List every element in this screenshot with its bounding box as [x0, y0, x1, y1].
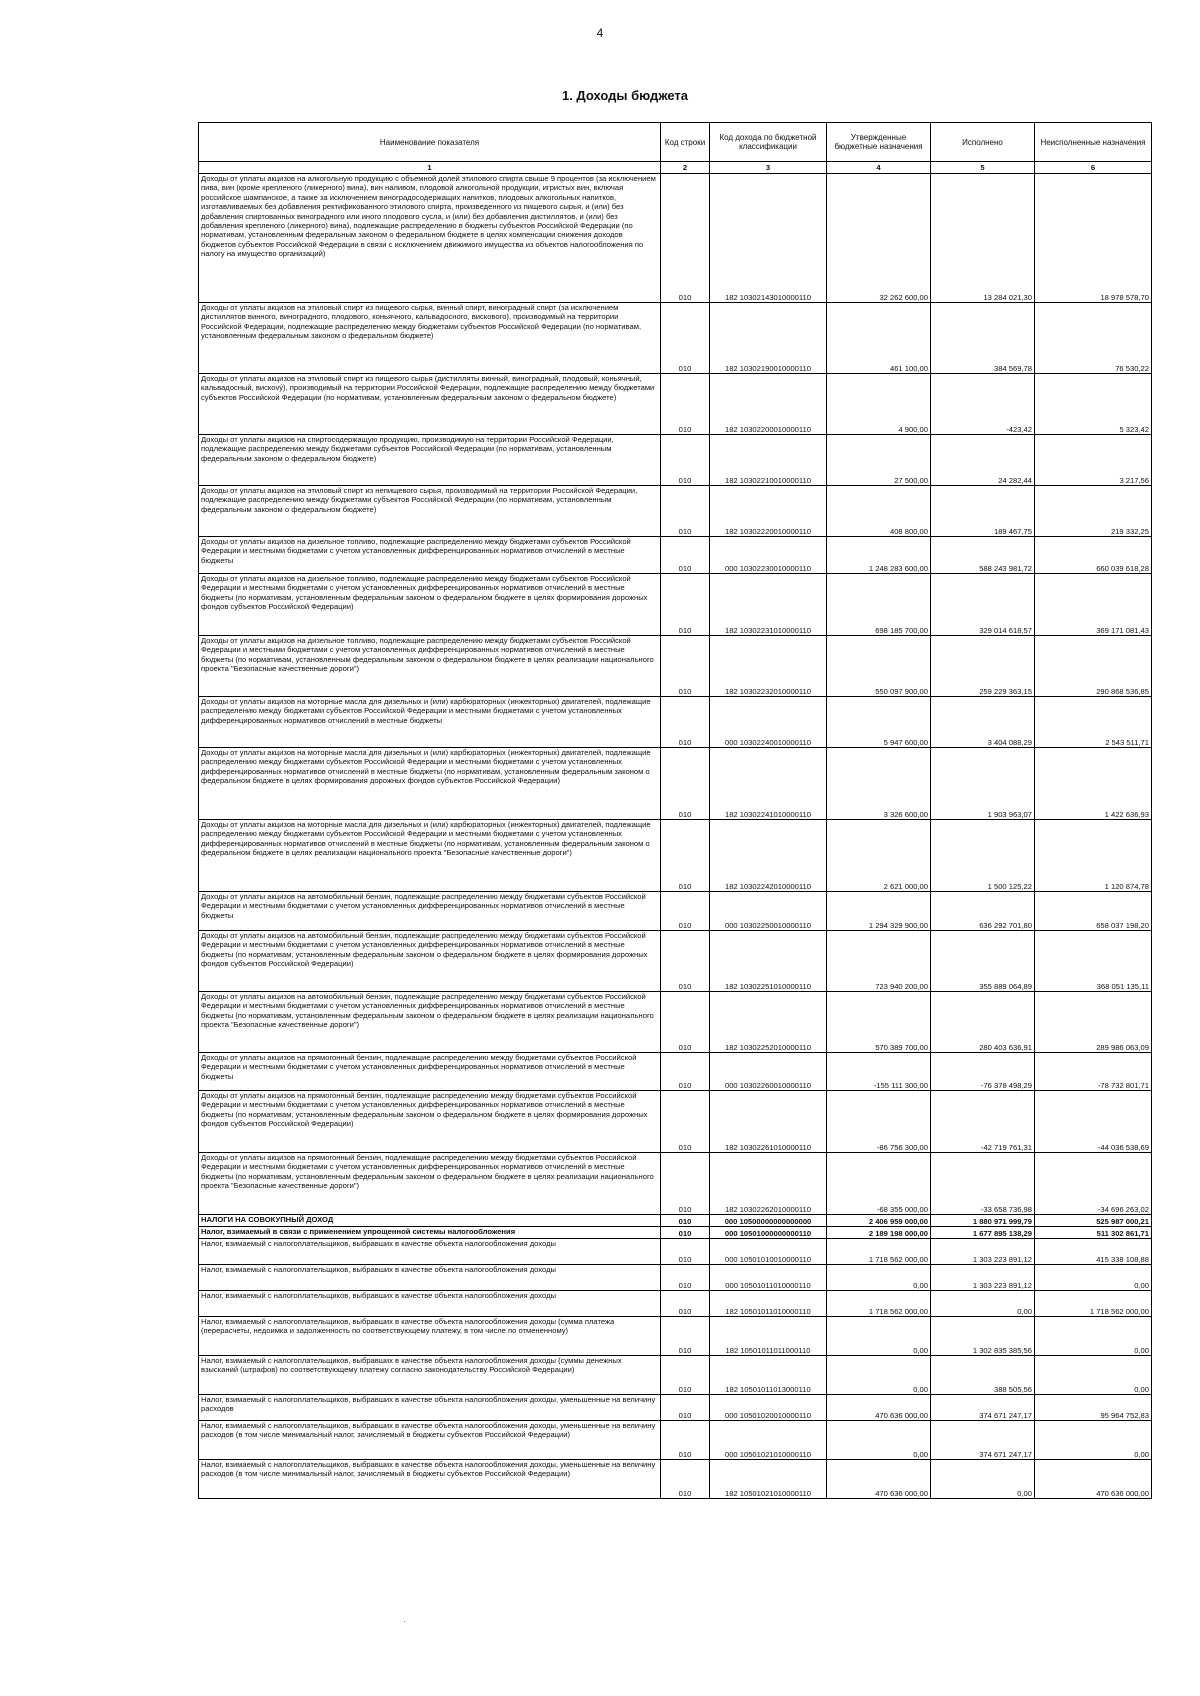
row-name: Доходы от уплаты акцизов на алкогольную продукцию с объемной долей этилового спирта свыше 9 процентов (за исключением пива, вин (кроме крепленого (ликерного) вина), вин наливом, плодовой алкогольной продукции, игристых вин, включая российское шампанское, а также за исключением виноградосодержащих напитков, плодовых алкогольных напитков, изготавливаемых без добавления ректификованного этилового спирта, произведенного из пищевого сырья, и (или) без добавления спиртованных виноградного или иного плодового сусла, и (или) без добавления дистиллятов, и (или) без добавления крепленого (ликерного) вина), подлежащие распределению в бюджеты субъектов Российской Федерации (по нормативам, установленным федеральным законом о федеральном бюджете в целях компенсации снижения доходов бюджетов субъектов Российской Федерации в связи с исключением движимого имущества из объектов налогообложения по налогу на имущество организаций) — [199, 174, 661, 303]
row-code: 010 — [661, 435, 710, 486]
row-kbk: 182 10302252010000110 — [710, 992, 827, 1053]
row-unexecuted: 18 978 578,70 — [1035, 174, 1152, 303]
row-code: 010 — [661, 1053, 710, 1091]
row-approved: 0,00 — [827, 1421, 931, 1460]
row-approved: 723 940 200,00 — [827, 931, 931, 992]
table-row — [199, 574, 1152, 636]
row-unexecuted: 95 964 752,83 — [1035, 1395, 1152, 1421]
column-number: 2 — [661, 162, 710, 174]
column-number: 6 — [1035, 162, 1152, 174]
table-row — [199, 636, 1152, 697]
row-executed: -33 658 736,98 — [931, 1153, 1035, 1215]
row-kbk: 182 10302143010000110 — [710, 174, 827, 303]
row-unexecuted: 658 037 198,20 — [1035, 892, 1152, 931]
table-row — [199, 174, 1152, 303]
row-kbk: 182 10501021010000110 — [710, 1460, 827, 1499]
row-name: Налог, взимаемый с налогоплательщиков, выбравших в качестве объекта налогообложения доходы, уменьшенные на величину расходов (в том числе минимальный налог, зачисляемый в бюджеты субъектов Российской Федерации) — [199, 1421, 661, 1460]
row-kbk: 000 10302230010000110 — [710, 537, 827, 574]
table-row — [199, 435, 1152, 486]
table-row — [199, 1265, 1152, 1291]
table-row — [199, 931, 1152, 992]
row-kbk: 000 10501011010000110 — [710, 1265, 827, 1291]
row-executed: 374 671 247,17 — [931, 1421, 1035, 1460]
row-name: Налог, взимаемый с налогоплательщиков, выбравших в качестве объекта налогообложения доходы (суммы денежных взысканий (штрафов) по соответствующему платежу согласно законодательству Российской Федерации) — [199, 1356, 661, 1395]
row-name: Доходы от уплаты акцизов на моторные масла для дизельных и (или) карбюраторных (инжекторных) двигателей, подлежащие распределению между бюджетами субъектов Российской Федерации и местными бюджетами с учетом установленных дифференцированных нормативов отчислений в местные бюджеты — [199, 697, 661, 748]
row-unexecuted: 0,00 — [1035, 1421, 1152, 1460]
row-approved: 32 262 600,00 — [827, 174, 931, 303]
row-executed: 280 403 636,91 — [931, 992, 1035, 1053]
row-unexecuted: 219 332,25 — [1035, 486, 1152, 537]
row-name: Доходы от уплаты акцизов на дизельное топливо, подлежащие распределению между бюджетами субъектов Российской Федерации и местными бюджетами с учетом установленных дифференцированных нормативов отчислений в местные бюджеты (по нормативам, установленным федеральным законом о федеральном бюджете в целях реализации национального проекта "Безопасные качественные дороги") — [199, 636, 661, 697]
row-kbk: 000 10501010010000110 — [710, 1239, 827, 1265]
row-unexecuted: 76 530,22 — [1035, 303, 1152, 374]
row-approved: 3 326 600,00 — [827, 748, 931, 820]
row-name: НАЛОГИ НА СОВОКУПНЫЙ ДОХОД — [199, 1215, 661, 1227]
column-numbers-row — [199, 162, 1152, 174]
table-row — [199, 892, 1152, 931]
row-name: Доходы от уплаты акцизов на моторные масла для дизельных и (или) карбюраторных (инжекторных) двигателей, подлежащие распределению между бюджетами субъектов Российской Федерации и местными бюджетами с учетом установленных дифференцированных нормативов отчислений в местные бюджеты (по нормативам, установленным федеральным законом о федеральном бюджете в целях формирования дорожных фондов субъектов Российской Федерации) — [199, 748, 661, 820]
row-approved: 2 189 198 000,00 — [827, 1227, 931, 1239]
header-kbk: Код дохода по бюджетной классификации — [710, 123, 827, 162]
table-row — [199, 537, 1152, 574]
row-executed: 1 302 835 385,56 — [931, 1317, 1035, 1356]
row-executed: 24 282,44 — [931, 435, 1035, 486]
row-approved: 1 718 562 000,00 — [827, 1291, 931, 1317]
row-approved: 4 900,00 — [827, 374, 931, 435]
row-unexecuted: 2 543 511,71 — [1035, 697, 1152, 748]
row-executed: 1 880 971 999,79 — [931, 1215, 1035, 1227]
row-kbk: 000 10302260010000110 — [710, 1053, 827, 1091]
row-unexecuted: 1 422 636,93 — [1035, 748, 1152, 820]
row-name: Налог, взимаемый с налогоплательщиков, выбравших в качестве объекта налогообложения доходы (сумма платежа (перерасчеты, недоимка и задолженность по соответствующему платежу, в том числе по отмененному) — [199, 1317, 661, 1356]
row-unexecuted: 289 986 063,09 — [1035, 992, 1152, 1053]
row-name: Доходы от уплаты акцизов на спиртосодержащую продукцию, производимую на территории Российской Федерации, подлежащие распределению между бюджетами субъектов Российской Федерации (по нормативам, установленным федеральным законом о федеральном бюджете) — [199, 435, 661, 486]
row-unexecuted: 1 120 874,78 — [1035, 820, 1152, 892]
row-name: Налог, взимаемый с налогоплательщиков, выбравших в качестве объекта налогообложения доходы — [199, 1265, 661, 1291]
row-executed: 1 677 895 138,29 — [931, 1227, 1035, 1239]
table-row — [199, 1239, 1152, 1265]
row-code: 010 — [661, 174, 710, 303]
scan-mark: · — [403, 1616, 406, 1626]
row-kbk: 182 10501011010000110 — [710, 1291, 827, 1317]
row-executed: -423,42 — [931, 374, 1035, 435]
row-unexecuted: 0,00 — [1035, 1265, 1152, 1291]
row-executed: 388 505,56 — [931, 1356, 1035, 1395]
row-code: 010 — [661, 1227, 710, 1239]
row-name: Доходы от уплаты акцизов на автомобильный бензин, подлежащие распределению между бюджетами субъектов Российской Федерации и местными бюджетами с учетом установленных дифференцированных нормативов отчислений в местные бюджеты (по нормативам, установленным федеральным законом о федеральном бюджете в целях реализации национального проекта "Безопасные качественные дороги") — [199, 992, 661, 1053]
row-executed: 636 292 701,80 — [931, 892, 1035, 931]
row-code: 010 — [661, 748, 710, 820]
row-name: Доходы от уплаты акцизов на дизельное топливо, подлежащие распределению между бюджетами субъектов Российской Федерации и местными бюджетами с учетом установленных дифференцированных нормативов отчислений в местные бюджеты — [199, 537, 661, 574]
table-row — [199, 992, 1152, 1053]
row-code: 010 — [661, 892, 710, 931]
row-kbk: 182 10302232010000110 — [710, 636, 827, 697]
row-name: Налог, взимаемый в связи с применением упрощенной системы налогообложения — [199, 1227, 661, 1239]
row-unexecuted: 415 338 108,88 — [1035, 1239, 1152, 1265]
row-kbk: 182 10302261010000110 — [710, 1091, 827, 1153]
row-approved: 470 636 000,00 — [827, 1460, 931, 1499]
table-row — [199, 697, 1152, 748]
header-code: Код строки — [661, 123, 710, 162]
table-row — [199, 1215, 1152, 1227]
row-approved: 0,00 — [827, 1356, 931, 1395]
row-kbk: 000 10500000000000000 — [710, 1215, 827, 1227]
table-row — [199, 1153, 1152, 1215]
row-approved: 2 621 000,00 — [827, 820, 931, 892]
row-code: 010 — [661, 1395, 710, 1421]
table-row — [199, 1395, 1152, 1421]
row-kbk: 000 10302240010000110 — [710, 697, 827, 748]
row-approved: 27 500,00 — [827, 435, 931, 486]
column-number: 3 — [710, 162, 827, 174]
table-header — [199, 123, 1152, 162]
row-approved: 1 294 329 900,00 — [827, 892, 931, 931]
header-unexecuted: Неисполненные назначения — [1035, 123, 1152, 162]
row-name: Доходы от уплаты акцизов на прямогонный бензин, подлежащие распределению между бюджетами субъектов Российской Федерации и местными бюджетами с учетом установленных дифференцированных нормативов отчислений в местные бюджеты (по нормативам, установленным федеральным законом о федеральном бюджете в целях формирования дорожных фондов субъектов Российской Федерации) — [199, 1091, 661, 1153]
row-approved: 461 100,00 — [827, 303, 931, 374]
row-unexecuted: 525 987 000,21 — [1035, 1215, 1152, 1227]
row-executed: 355 889 064,89 — [931, 931, 1035, 992]
row-unexecuted: 1 718 562 000,00 — [1035, 1291, 1152, 1317]
row-kbk: 000 10501021010000110 — [710, 1421, 827, 1460]
row-unexecuted: -44 036 538,69 — [1035, 1091, 1152, 1153]
row-unexecuted: 660 039 618,28 — [1035, 537, 1152, 574]
row-code: 010 — [661, 486, 710, 537]
row-executed: 1 303 223 891,12 — [931, 1239, 1035, 1265]
row-name: Доходы от уплаты акцизов на прямогонный бензин, подлежащие распределению между бюджетами субъектов Российской Федерации и местными бюджетами с учетом установленных дифференцированных нормативов отчислений в местные бюджеты — [199, 1053, 661, 1091]
row-unexecuted: 3 217,56 — [1035, 435, 1152, 486]
row-code: 010 — [661, 1265, 710, 1291]
row-code: 010 — [661, 537, 710, 574]
row-executed: -76 378 498,29 — [931, 1053, 1035, 1091]
row-unexecuted: 0,00 — [1035, 1356, 1152, 1395]
row-unexecuted: 0,00 — [1035, 1317, 1152, 1356]
row-name: Налог, взимаемый с налогоплательщиков, выбравших в качестве объекта налогообложения доходы — [199, 1291, 661, 1317]
row-executed: 1 303 223 891,12 — [931, 1265, 1035, 1291]
row-code: 010 — [661, 1291, 710, 1317]
row-executed: 189 467,75 — [931, 486, 1035, 537]
row-code: 010 — [661, 374, 710, 435]
row-unexecuted: -78 732 801,71 — [1035, 1053, 1152, 1091]
row-code: 010 — [661, 1460, 710, 1499]
page-number: 4 — [596, 26, 604, 40]
row-executed: 0,00 — [931, 1291, 1035, 1317]
row-code: 010 — [661, 697, 710, 748]
row-kbk: 182 10302242010000110 — [710, 820, 827, 892]
row-executed: 374 671 247,17 — [931, 1395, 1035, 1421]
row-name: Налог, взимаемый с налогоплательщиков, выбравших в качестве объекта налогообложения доходы, уменьшенные на величину расходов (в том числе минимальный налог, зачисляемый в бюджеты субъектов Российской Федерации) — [199, 1460, 661, 1499]
table-row — [199, 1317, 1152, 1356]
row-executed: 588 243 981,72 — [931, 537, 1035, 574]
row-kbk: 182 10302231010000110 — [710, 574, 827, 636]
table-row — [199, 1421, 1152, 1460]
row-code: 010 — [661, 1153, 710, 1215]
row-code: 010 — [661, 303, 710, 374]
row-kbk: 182 10302251010000110 — [710, 931, 827, 992]
row-code: 010 — [661, 992, 710, 1053]
row-name: Доходы от уплаты акцизов на прямогонный бензин, подлежащие распределению между бюджетами субъектов Российской Федерации и местными бюджетами с учетом установленных дифференцированных нормативов отчислений в местные бюджеты (по нормативам, установленным федеральным законом о федеральном бюджете в целях реализации национального проекта "Безопасные качественные дороги") — [199, 1153, 661, 1215]
row-code: 010 — [661, 1215, 710, 1227]
row-approved: -86 756 300,00 — [827, 1091, 931, 1153]
column-number: 4 — [827, 162, 931, 174]
row-unexecuted: 290 868 536,85 — [1035, 636, 1152, 697]
row-unexecuted: 5 323,42 — [1035, 374, 1152, 435]
row-kbk: 182 10302220010000110 — [710, 486, 827, 537]
row-executed: 1 903 963,07 — [931, 748, 1035, 820]
row-approved: 698 185 700,00 — [827, 574, 931, 636]
row-name: Доходы от уплаты акцизов на автомобильный бензин, подлежащие распределению между бюджетами субъектов Российской Федерации и местными бюджетами с учетом установленных дифференцированных нормативов отчислений в местные бюджеты (по нормативам, установленным федеральным законом о федеральном бюджете в целях формирования дорожных фондов субъектов Российской Федерации) — [199, 931, 661, 992]
table-row — [199, 1227, 1152, 1239]
row-approved: 1 248 283 600,00 — [827, 537, 931, 574]
row-kbk: 182 10302200010000110 — [710, 374, 827, 435]
row-executed: 259 229 363,15 — [931, 636, 1035, 697]
row-name: Доходы от уплаты акцизов на этиловый спирт из непищевого сырья, производимый на территории Российской Федерации, подлежащие распределению между бюджетами субъектов Российской Федерации (по нормативам, установленным федеральным законом о федеральном бюджете) — [199, 486, 661, 537]
row-code: 010 — [661, 636, 710, 697]
row-code: 010 — [661, 1091, 710, 1153]
row-code: 010 — [661, 574, 710, 636]
row-kbk: 000 10501000000000110 — [710, 1227, 827, 1239]
row-approved: 408 800,00 — [827, 486, 931, 537]
row-executed: -42 719 761,31 — [931, 1091, 1035, 1153]
row-name: Доходы от уплаты акцизов на этиловый спирт из пищевого сырья (дистилляты винный, виноградный, плодовый, коньячный, кальвадосный, вискový), производимый на территории Российской Федерации, подлежащие распределению между бюджетами субъектов Российской Федерации (по нормативам, установленным федеральным законом о федеральном бюджете) — [199, 374, 661, 435]
revenue-table — [198, 122, 1152, 1499]
row-approved: 0,00 — [827, 1265, 931, 1291]
row-code: 010 — [661, 1317, 710, 1356]
header-approved: Утвержденные бюджетные назначения — [827, 123, 931, 162]
row-code: 010 — [661, 1239, 710, 1265]
row-executed: 384 569,78 — [931, 303, 1035, 374]
row-kbk: 000 10501020010000110 — [710, 1395, 827, 1421]
row-unexecuted: 368 051 135,11 — [1035, 931, 1152, 992]
row-name: Доходы от уплаты акцизов на дизельное топливо, подлежащие распределению между бюджетами субъектов Российской Федерации и местными бюджетами с учетом установленных дифференцированных нормативов отчислений в местные бюджеты (по нормативам, установленным федеральным законом о федеральном бюджете в целях формирования дорожных фондов субъектов Российской Федерации) — [199, 574, 661, 636]
table-row — [199, 1091, 1152, 1153]
table-row — [199, 486, 1152, 537]
row-unexecuted: 470 636 000,00 — [1035, 1460, 1152, 1499]
row-approved: -155 111 300,00 — [827, 1053, 931, 1091]
row-name: Доходы от уплаты акцизов на автомобильный бензин, подлежащие распределению между бюджетами субъектов Российской Федерации и местными бюджетами с учетом установленных дифференцированных нормативов отчислений в местные бюджеты — [199, 892, 661, 931]
row-kbk: 182 10501011013000110 — [710, 1356, 827, 1395]
row-kbk: 182 10501011011000110 — [710, 1317, 827, 1356]
row-name: Доходы от уплаты акцизов на моторные масла для дизельных и (или) карбюраторных (инжекторных) двигателей, подлежащие распределению между бюджетами субъектов Российской Федерации и местными бюджетами с учетом установленных дифференцированных нормативов отчислений в местные бюджеты (по нормативам, установленным федеральным законом о федеральном бюджете в целях реализации национального проекта "Безопасные качественные дороги") — [199, 820, 661, 892]
row-approved: 570 389 700,00 — [827, 992, 931, 1053]
column-number: 1 — [199, 162, 661, 174]
header-name: Наименование показателя — [199, 123, 661, 162]
row-approved: 0,00 — [827, 1317, 931, 1356]
row-executed: 3 404 088,29 — [931, 697, 1035, 748]
row-unexecuted: 511 302 861,71 — [1035, 1227, 1152, 1239]
row-executed: 0,00 — [931, 1460, 1035, 1499]
row-kbk: 182 10302210010000110 — [710, 435, 827, 486]
row-approved: 470 636 000,00 — [827, 1395, 931, 1421]
column-number: 5 — [931, 162, 1035, 174]
row-executed: 329 014 618,57 — [931, 574, 1035, 636]
row-approved: -68 355 000,00 — [827, 1153, 931, 1215]
table-row — [199, 1356, 1152, 1395]
table-row — [199, 1053, 1152, 1091]
table-row — [199, 303, 1152, 374]
row-code: 010 — [661, 820, 710, 892]
row-kbk: 182 10302262010000110 — [710, 1153, 827, 1215]
table-row — [199, 374, 1152, 435]
row-executed: 1 500 125,22 — [931, 820, 1035, 892]
table-row — [199, 748, 1152, 820]
row-approved: 1 718 562 000,00 — [827, 1239, 931, 1265]
row-code: 010 — [661, 1356, 710, 1395]
row-approved: 2 406 959 000,00 — [827, 1215, 931, 1227]
row-code: 010 — [661, 931, 710, 992]
page-title: 1. Доходы бюджета — [561, 88, 689, 103]
row-unexecuted: 369 171 081,43 — [1035, 574, 1152, 636]
row-executed: 13 284 021,30 — [931, 174, 1035, 303]
row-unexecuted: -34 696 263,02 — [1035, 1153, 1152, 1215]
row-kbk: 182 10302241010000110 — [710, 748, 827, 820]
row-name: Налог, взимаемый с налогоплательщиков, выбравших в качестве объекта налогообложения доходы, уменьшенные на величину расходов — [199, 1395, 661, 1421]
row-kbk: 000 10302250010000110 — [710, 892, 827, 931]
row-name: Доходы от уплаты акцизов на этиловый спирт из пищевого сырья, винный спирт, виноградный спирт (за исключением дистиллятов винного, виноградного, плодового, коньячного, кальвадосного, вискового), производимый на территории Российской Федерации, подлежащие распределению между бюджетами субъектов Российской Федерации (по нормативам, установленным федеральным законом о федеральном бюджете) — [199, 303, 661, 374]
row-name: Налог, взимаемый с налогоплательщиков, выбравших в качестве объекта налогообложения доходы — [199, 1239, 661, 1265]
row-kbk: 182 10302190010000110 — [710, 303, 827, 374]
row-code: 010 — [661, 1421, 710, 1460]
row-approved: 550 097 900,00 — [827, 636, 931, 697]
table-row — [199, 1460, 1152, 1499]
table-row — [199, 820, 1152, 892]
header-executed: Исполнено — [931, 123, 1035, 162]
table-row — [199, 1291, 1152, 1317]
row-approved: 5 947 600,00 — [827, 697, 931, 748]
